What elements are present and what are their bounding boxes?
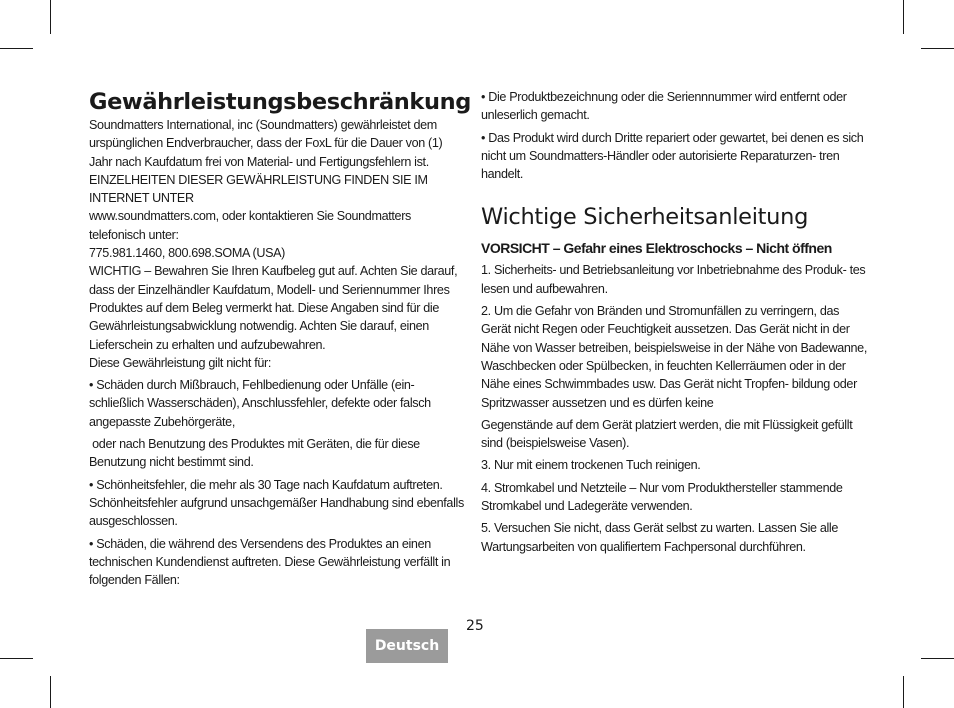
- warranty-website-contact: www.soundmatters.com, oder kontaktieren Sie Soundmatters telefonisch unter:: [89, 209, 411, 242]
- language-tab: Deutsch: [366, 629, 448, 663]
- warranty-void-item: • Die Produktbezeichnung oder die Seriennnummer wird entfernt oder unleserlich gemacht.: [481, 90, 847, 123]
- safety-instruction: 1. Sicherheits- und Betriebsanleitung vor Inbetriebnahme des Produk- tes lesen und aufbewahren.: [481, 263, 866, 296]
- warranty-exclusion-item: • Schönheitsfehler, die mehr als 30 Tage nach Kaufdatum auftreten. Schönheitsfehler aufgrund unsachgemäßer Handhabung sind ebenfalls ausgeschlossen.: [89, 477, 464, 529]
- warranty-exclusion-item: • Schäden, die während des Versendens des Produktes an einen technischen Kundendienst auftreten. Diese Gewährleistung verfällt in folgenden Fällen:: [89, 536, 451, 588]
- warranty-exclusion-item: • Schäden durch Mißbrauch, Fehlbedienung oder Unfälle (ein- schließlich Wasserschäden), Anschlussfehler, defekte oder falsch angepasste Zubehörgeräte,: [89, 378, 431, 429]
- safety-instruction: 3. Nur mit einem trockenen Tuch reinigen.: [481, 458, 701, 473]
- warranty-column: [89, 88, 471, 589]
- crop-mark: [903, 0, 904, 34]
- crop-mark: [903, 676, 904, 708]
- safety-warning-subtitle: VORSICHT – Gefahr eines Elektroschocks – Nicht öffnen: [481, 240, 832, 257]
- warranty-exclusions-heading: Diese Gewährleistung gilt nicht für:: [89, 355, 271, 370]
- warranty-details-notice: EINZELHEITEN DIESER GEWÄHRLEISTUNG FINDEN SIE IM INTERNET UNTER: [89, 172, 428, 206]
- crop-mark: [50, 0, 51, 34]
- warranty-intro: Soundmatters International, inc (Soundmatters) gewährleistet dem urspünglichen Endverbraucher, dass der FoxL für die Dauer von (1) Jahr nach Kaufdatum frei von Material- und Fertigungsfehlern ist.: [89, 118, 443, 169]
- safety-instruction: 2. Um die Gefahr von Bränden und Stromunfällen zu verringern, das Gerät nicht Regen oder Feuchtigkeit aussetzen. Das Gerät nicht in der Nähe von Wasser betreiben, beispielsweise in der Nähe von Badewanne, Waschbecken oder Spülbecken, in feuchten Kellerräumen oder in der Nähe eines Schwimmbades usw. Das Gerät nicht Tropfen- bildung oder Spritzwasser aussetzen und es dürfen keine: [481, 304, 867, 410]
- warranty-void-item: • Das Produkt wird durch Dritte repariert oder gewartet, bei denen es sich nicht um Soundmatters-Händler oder autorisierte Reparaturzen- tren handelt.: [481, 130, 864, 182]
- crop-mark: [50, 676, 51, 708]
- safety-column: [481, 88, 869, 560]
- safety-instruction: 5. Versuchen Sie nicht, dass Gerät selbst zu warten. Lassen Sie alle Wartungsarbeiten von qualifiertem Fachpersonal durchführen.: [481, 521, 839, 554]
- crop-mark: [0, 48, 33, 49]
- warranty-phone-numbers: 775.981.1460, 800.698.SOMA (USA): [89, 246, 286, 261]
- crop-mark: [0, 658, 33, 659]
- page-number: 25: [466, 618, 484, 634]
- safety-title: Wichtige Sicherheitsanleitung: [481, 204, 809, 231]
- safety-instruction: Gegenstände auf dem Gerät platziert werden, die mit Flüssigkeit gefüllt sind (beispielsweise Vasen).: [481, 417, 853, 451]
- safety-instruction: 4. Stromkabel und Netzteile – Nur vom Produkthersteller stammende Stromkabel und Ladegeräte verwenden.: [481, 480, 843, 514]
- warranty-exclusion-item: oder nach Benutzung des Produktes mit Geräten, die für diese Benutzung nicht bestimmt sind.: [89, 437, 423, 470]
- warranty-title: Gewährleistungsbeschränkung: [89, 89, 471, 115]
- crop-mark: [921, 658, 954, 659]
- warranty-important-note: WICHTIG – Bewahren Sie Ihren Kaufbeleg gut auf. Achten Sie darauf, dass der Einzelhändler Kaufdatum, Modell- und Seriennummer Ihres Produktes auf dem Beleg vermerkt hat. Diese Angaben sind für die Gewährleistungsabwicklung notwendig. Achten Sie darauf, einen Lieferschein zu erhalten und aufzubewahren.: [89, 264, 458, 352]
- crop-mark: [921, 48, 954, 49]
